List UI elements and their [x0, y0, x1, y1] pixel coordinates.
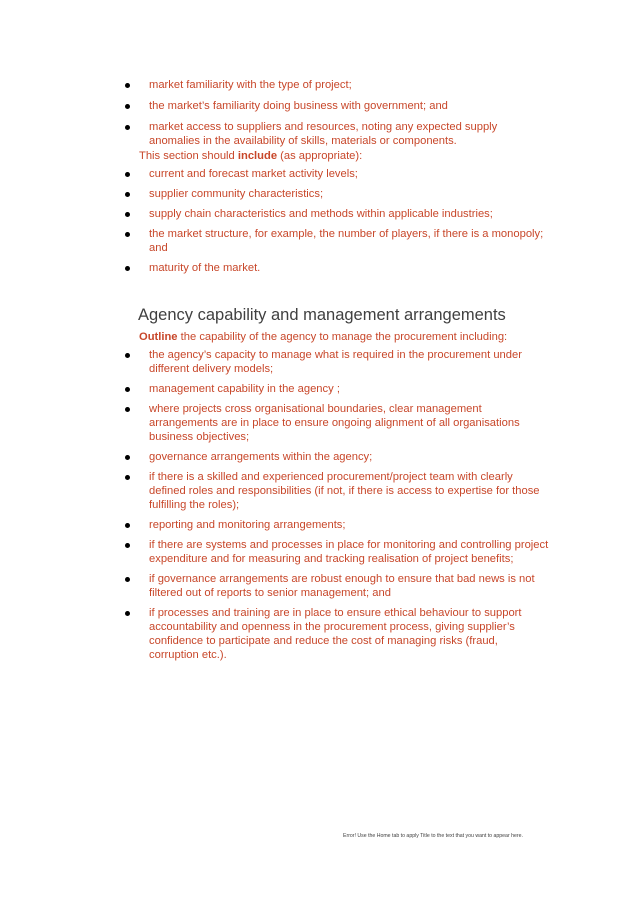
- bullet-icon: [125, 577, 130, 582]
- bullet-icon: [125, 611, 130, 616]
- bullet-icon: [125, 83, 130, 88]
- outline-keyword: Outline: [139, 331, 178, 343]
- list-item: market access to suppliers and resources, noting any expected supply anomalies in the availability of skills, materials or components.: [0, 120, 549, 148]
- bullet-icon: [125, 353, 130, 358]
- list-item: maturity of the market.: [0, 261, 549, 275]
- bullet-icon: [125, 104, 130, 109]
- bullet-icon: [125, 475, 130, 480]
- list-item: if processes and training are in place to ensure ethical behaviour to support accountability and openness in the procurement process, giving supplier’s confidence to participate and reduce the cost of managing risks (fraud, corruption etc.).: [0, 606, 549, 662]
- outline-intro-paragraph: Outline the capability of the agency to manage the procurement including:: [139, 331, 508, 343]
- list-item: management capability in the agency ;: [0, 382, 549, 396]
- list-item: if there is a skilled and experienced procurement/project team with clearly defined roles and responsibilities (if not, if there is access to expertise for those fulfilling the roles);: [0, 470, 549, 512]
- bullet-icon: [125, 266, 130, 271]
- list-item: governance arrangements within the agency;: [0, 450, 549, 464]
- list-item: where projects cross organisational boundaries, clear management arrangements are in place to ensure ongoing alignment of all organisations business objectives;: [0, 402, 549, 444]
- bullet-icon: [125, 232, 130, 237]
- market-bullet-list-b: [0, 167, 636, 275]
- agency-capability-bullet-list: [0, 348, 636, 662]
- bullet-icon: [125, 172, 130, 177]
- market-bullet-list-a: [0, 78, 636, 148]
- list-item: supply chain characteristics and methods within applicable industries;: [0, 207, 549, 221]
- list-item: the agency’s capacity to manage what is required in the procurement under different delivery models;: [0, 348, 549, 376]
- list-item: if there are systems and processes in place for monitoring and controlling project expenditure and for measuring and tracking realisation of project benefits;: [0, 538, 549, 566]
- bullet-icon: [125, 523, 130, 528]
- section-heading: Agency capability and management arrangements: [138, 306, 506, 324]
- list-item: the market’s familiarity doing business with government; and: [0, 99, 549, 113]
- page-footer: Error! Use the Home tab to apply Title to the text that you want to appear here.: [343, 833, 523, 839]
- bullet-icon: [125, 125, 130, 130]
- list-item: the market structure, for example, the number of players, if there is a monopoly; and: [0, 227, 549, 255]
- include-keyword: include: [237, 150, 278, 162]
- bullet-icon: [125, 407, 130, 412]
- include-intro-paragraph: This section should include (as appropriate):: [139, 150, 363, 162]
- list-item: market familiarity with the type of project;: [0, 78, 549, 92]
- list-item: current and forecast market activity levels;: [0, 167, 549, 181]
- list-item: supplier community characteristics;: [0, 187, 549, 201]
- bullet-icon: [125, 387, 130, 392]
- bullet-icon: [125, 192, 130, 197]
- list-item: if governance arrangements are robust enough to ensure that bad news is not filtered out of reports to senior management; and: [0, 572, 549, 600]
- bullet-icon: [125, 212, 130, 217]
- bullet-icon: [125, 543, 130, 548]
- bullet-icon: [125, 455, 130, 460]
- list-item: reporting and monitoring arrangements;: [0, 518, 549, 532]
